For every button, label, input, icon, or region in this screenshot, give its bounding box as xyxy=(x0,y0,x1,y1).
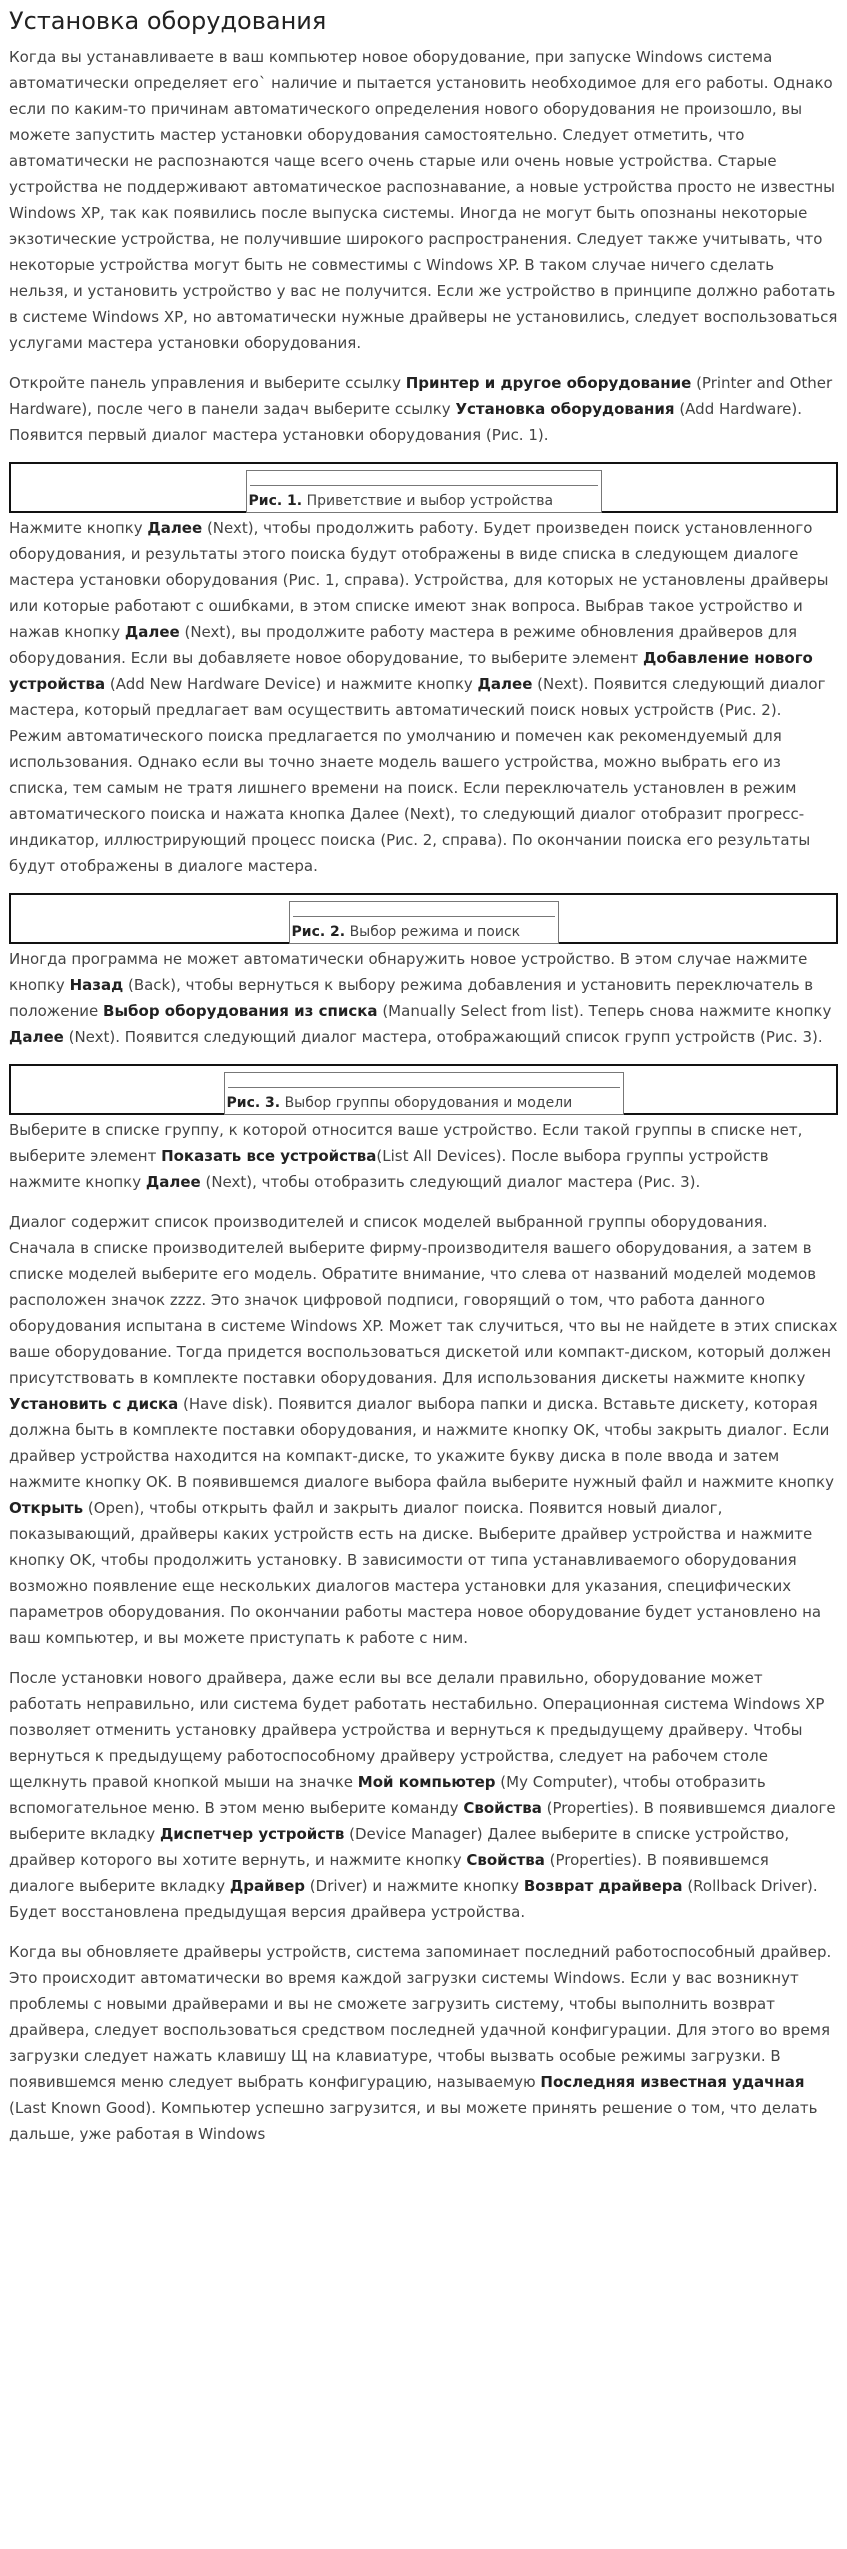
paragraph-manual-select: Иногда программа не может автоматически обнаружить новое устройство. В этом случае нажмите кнопку Назад (Back), чтобы вернуться к выбору режима добавления и установить переключатель в положение Выбор оборудования из списка (Manually Select from list). Теперь снова нажмите кнопку Далее (Next). Появится следующий диалог мастера, отображающий список групп устройств (Рис. 3). xyxy=(9,950,832,1046)
figure-2-caption: Рис. 2. Выбор режима и поиск xyxy=(291,924,521,940)
figure-2-frame xyxy=(289,901,559,944)
paragraph-last-known-good: Когда вы обновляете драйверы устройств, система запоминает последний работоспособный драйвер. Это происходит автоматически во время каждой загрузки системы Windows. Если у вас возникнут проблемы с новыми драйверами и вы не сможете загрузить систему, чтобы выполнить возврат драйвера, следует воспользоваться средством последней удачной конфигурации. Для этого во время загрузки следует нажать клавишу Щ на клавиатуре, чтобы вызвать особые режимы загрузки. В появившемся меню следует выбрать конфигурацию, называемую Последняя известная удачная (Last Known Good). Компьютер успешно загрузится, и вы можете принять решение о том, что делать дальше, уже работая в Windows xyxy=(9,1943,832,2143)
figure-3-image xyxy=(228,1076,620,1088)
figure-2 xyxy=(9,893,838,944)
paragraph-rollback-driver: После установки нового драйвера, даже если вы все делали правильно, оборудование может работать неправильно, или система будет работать нестабильно. Операционная система Windows XP позволяет отменить установку драйвера устройства и вернуться к предыдущему драйверу. Чтобы вернуться к предыдущему работоспособному драйверу устройства, следует на рабочем столе щелкнуть правой кнопкой мыши на значке Мой компьютер (My Computer), чтобы отобразить вспомогательное меню. В этом меню выберите команду Свойства (Properties). В появившемся диалоге выберите вкладку Диспетчер устройств (Device Manager) Далее выберите в списке устройство, драйвер которого вы хотите вернуть, и нажмите кнопку Свойства (Properties). В появившемся диалоге выберите вкладку Драйвер (Driver) и нажмите кнопку Возврат драйвера (Rollback Driver). Будет восстановлена предыдущая версия драйвера устройства. xyxy=(9,1669,836,1921)
figure-1-image xyxy=(250,474,598,486)
paragraph-next-step: Нажмите кнопку Далее (Next), чтобы продолжить работу. Будет произведен поиск установленного оборудования, и результаты этого поиска будут отображены в виде списка в следующем диалоге мастера установки оборудования (Рис. 1, справа). Устройства, для которых не установлены драйверы или которые работают с ошибками, в этом списке имеют знак вопроса. Выбрав такое устройство и нажав кнопку Далее (Next), вы продолжите работу мастера в режиме обновления драйверов для оборудования. Если вы добавляете новое оборудование, то выберите элемент Добавление нового устройства (Add New Hardware Device) и нажмите кнопку Далее (Next). Появится следующий диалог мастера, который предлагает вам осуществить автоматический поиск новых устройств (Рис. 2). Режим автоматического поиска предлагается по умолчанию и помечен как рекомендуемый для использования. Однако если вы точно знаете модель вашего устройства, можно выбрать его из списка, тем самым не тратя лишнего времени на поиск. Если переключатель установлен в режим автоматического поиска и нажата кнопка Далее (Next), то следующий диалог отобразит прогресс-индикатор, иллюстрирующий процесс поиска (Рис. 2, справа). По окончании поиска его результаты будут отображены в диалоге мастера. xyxy=(9,519,829,875)
link-printers-hardware: Принтер и другое оборудование xyxy=(405,374,692,392)
paragraph-intro: Когда вы устанавливаете в ваш компьютер новое оборудование, при запуске Windows система автоматически определяет его` наличие и пытается установить необходимое для его работы. Однако если по каким-то причинам автоматического определения нового оборудования не произошло, вы можете запустить мастер установки оборудования самостоятельно. Следует отметить, что автоматически не распознаются чаще всего очень старые или очень новые устройства. Старые устройства не поддерживают автоматическое распознавание, а новые устройства просто не известны Windows XP, так как появились после выпуска системы. Иногда не могут быть опознаны некоторые экзотические устройства, не получившие широкого распространения. Следует также учитывать, что некоторые устройства могут быть не совместимы с Windows XP. В таком случае ничего сделать нельзя, и установить устройство у вас не получится. Если же устройство в принципе должно работать в системе Windows XP, но автоматически нужные драйверы не установились, следует воспользоваться услугами мастера установки оборудования. xyxy=(9,48,838,352)
paragraph-open-control-panel: Откройте панель управления и выберите ссылку Принтер и другое оборудование (Printer and Other Hardware), после чего в панели задач выберите ссылку Установка оборудования (Add Hardware). Появится первый диалог мастера установки оборудования (Рис. 1). xyxy=(9,374,833,444)
link-add-hardware: Установка оборудования xyxy=(455,400,675,418)
paragraph-manufacturer-list: Диалог содержит список производителей и список моделей выбранной группы оборудования. Сначала в списке производителей выберите фирму-производителя вашего оборудования, а затем в списке моделей выберите его модель. Обратите внимание, что слева от названий моделей модемов расположен значок zzzz. Это значок цифровой подписи, говорящий о том, что работа данного оборудования испытана в системе Windows XP. Может так случиться, что вы не найдете в этих списках ваше оборудование. Тогда придется воспользоваться дискетой или компакт-диском, который должен присутствовать в комплекте поставки оборудования. Для использования дискеты нажмите кнопку Установить с диска (Have disk). Появится диалог выбора папки и диска. Вставьте дискету, которая должна быть в комплекте поставки оборудования, и нажмите кнопку OK, чтобы закрыть диалог. Если драйвер устройства находится на компакт-диске, то укажите букву диска в поле ввода и затем нажмите кнопку OK. В появившемся диалоге выбора файла выберите нужный файл и нажмите кнопку Открыть (Open), чтобы открыть файл и закрыть диалог поиска. Появится новый диалог, показывающий, драйверы каких устройств есть на диске. Выберите драйвер устройства и нажмите кнопку OK, чтобы продолжить установку. В зависимости от типа устанавливаемого оборудования возможно появление еще нескольких диалогов мастера установки для указания, специфических параметров оборудования. По окончании работы мастера новое оборудование будет установлено на ваш компьютер, и вы можете приступать к работе с ним. xyxy=(9,1213,838,1647)
figure-3-frame xyxy=(224,1072,624,1115)
figure-2-image xyxy=(293,905,555,917)
figure-3-caption: Рис. 3. Выбор группы оборудования и модели xyxy=(226,1095,573,1111)
figure-1-caption: Рис. 1. Приветствие и выбор устройства xyxy=(248,493,554,509)
figure-1-frame xyxy=(246,470,602,513)
page-title: Установка оборудования xyxy=(9,7,327,35)
paragraph-select-group: Выберите в списке группу, к которой относится ваше устройство. Если такой группы в списке нет, выберите элемент Показать все устройства(List All Devices). После выбора группы устройств нажмите кнопку Далее (Next), чтобы отобразить следующий диалог мастера (Рис. 3). xyxy=(9,1121,803,1191)
figure-1 xyxy=(9,462,838,513)
figure-3 xyxy=(9,1064,838,1115)
